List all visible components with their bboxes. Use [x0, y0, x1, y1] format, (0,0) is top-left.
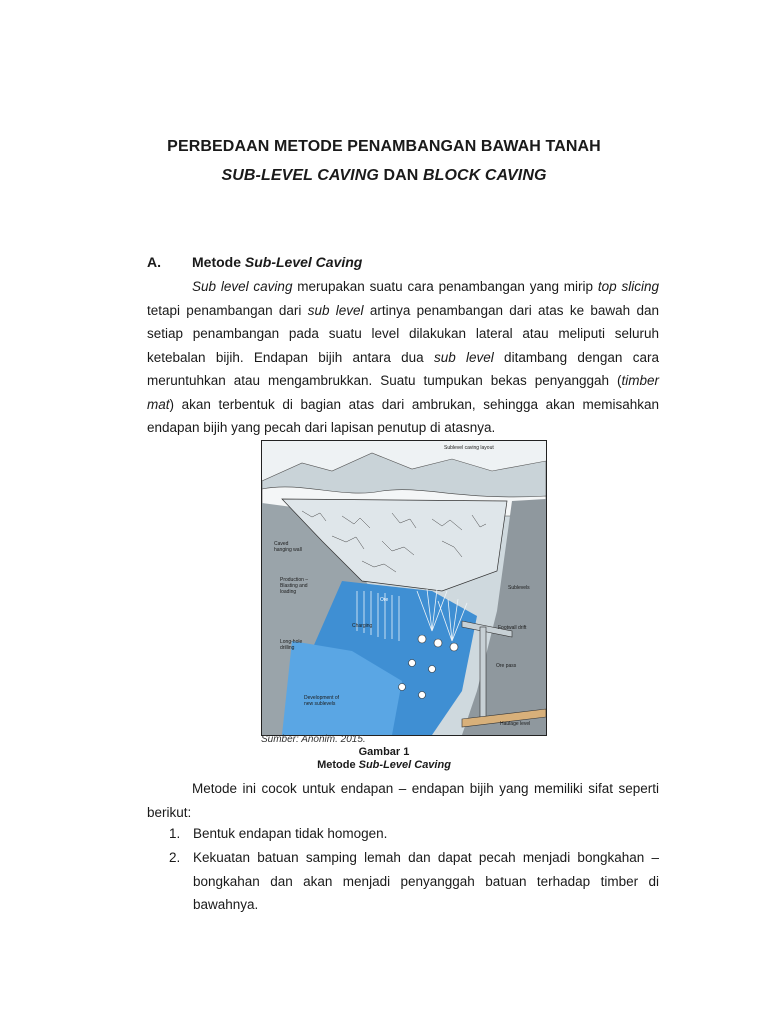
section-number: A.	[147, 254, 161, 270]
para1-text-5: ) akan terbentuk di bagian atas dari ambrukan, sehingga akan memisahkan endapan bijih yang pecah dari lapisan penutup di atasnya.	[147, 396, 659, 435]
label-blasting: Blasting and	[280, 583, 308, 589]
term-sub-level-2: sub level	[433, 349, 494, 365]
label-charging: Charging	[352, 623, 373, 629]
label-development: Development of	[304, 695, 340, 701]
ore-pass-shaft	[480, 627, 486, 717]
figure-sublevel-caving-diagram	[261, 440, 547, 736]
document-title-line2	[0, 167, 768, 185]
paragraph-sublevel-definition	[147, 275, 659, 440]
figure-source: Sumber: Anonim. 2015.	[261, 734, 366, 745]
label-longhole: Long-hole	[280, 639, 303, 645]
label-ore-pass: Ore pass	[496, 663, 517, 669]
label-layout-corner: Sublevel caving layout	[444, 445, 494, 451]
para1-text-3: artinya penambangan dari atas ke bawah dan setiap penambangan pada suatu level dilakukan lateral atau meliputi seluruh ketebalan bijih. Endapan bijih antara dua	[147, 302, 659, 365]
label-sublevels: Sublevels	[508, 585, 530, 591]
para1-text-1: merupakan suatu cara penambangan yang mirip	[292, 279, 598, 294]
caption-italic: Sub-Level Caving	[358, 759, 451, 771]
figure-caption-title	[0, 759, 768, 771]
label-haulage-level: Haulage level	[500, 721, 531, 727]
title-italic-block: BLOCK CAVING	[422, 167, 547, 184]
label-hanging-wall: hanging wall	[274, 547, 302, 553]
label-footwall-drift: Footwall drift	[498, 625, 527, 631]
term-top-slicing: top slicing	[597, 279, 659, 294]
section-label-italic: Sub-Level Caving	[244, 254, 363, 270]
section-label-prefix: Metode	[192, 254, 245, 270]
title-italic-sublevel: SUB-LEVEL CAVING	[221, 167, 379, 184]
list-item-text: Bentuk endapan tidak homogen.	[193, 826, 388, 841]
para1-text-4: ditambang dengan cara meruntuhkan atau mengambrukkan. Suatu tumpukan bekas penyanggah (	[147, 349, 659, 388]
title-connector: DAN	[378, 167, 423, 184]
term-sub-level-1: sub level	[307, 302, 364, 318]
label-loading: loading	[280, 589, 297, 595]
label-drilling: drilling	[280, 645, 295, 651]
list-item-number: 2.	[169, 850, 181, 865]
list-item-number: 1.	[169, 826, 181, 841]
figure-caption-number: Gambar 1	[358, 746, 410, 758]
list-item-text: Kekuatan batuan samping lemah dan dapat pecah menjadi bongkahan – bongkahan dan akan menjadi penyanggah batuan terhadap timber di bawahnya.	[193, 850, 659, 912]
caption-prefix: Metode	[317, 759, 359, 771]
label-production: Production –	[280, 577, 309, 583]
paragraph-suitability: Metode ini cocok untuk endapan – endapan bijih yang memiliki sifat seperti berikut:	[147, 781, 659, 820]
term-timber-mat: timber mat	[147, 373, 659, 412]
para1-text-2: tetapi penambangan dari	[147, 302, 308, 318]
sublevel-caving-illustration	[262, 441, 546, 735]
label-ore: Ore	[380, 597, 389, 603]
document-title-line1: PERBEDAAN METODE PENAMBANGAN BAWAH TANAH	[167, 138, 601, 155]
section-label	[192, 254, 362, 270]
label-new-sublevels: new sublevels	[304, 701, 336, 707]
label-caved: Caved	[274, 541, 289, 547]
term-sub-level-caving: Sub level caving	[192, 279, 293, 294]
